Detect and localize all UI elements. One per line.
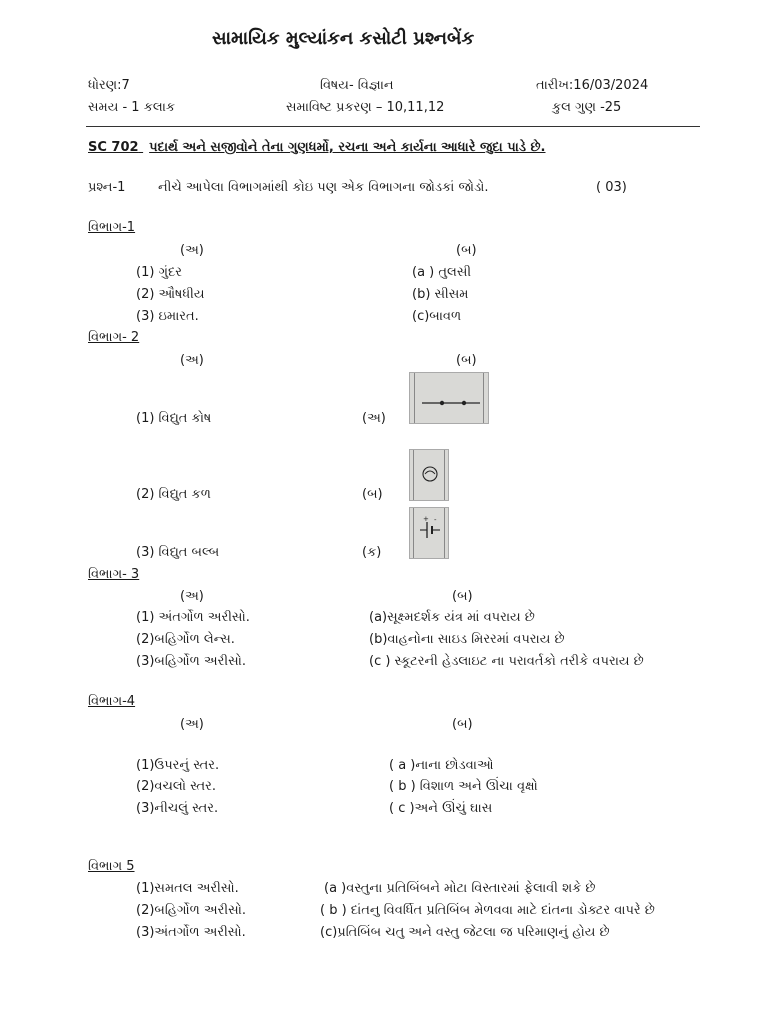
section-2-left-2: (2) વિદ્યુત કળ (136, 487, 211, 502)
column-b-header: (બ) (452, 589, 473, 604)
section-5-heading: વિભાગ 5 (88, 859, 135, 874)
section-3-left-3: (3)બહિર્ગોળ અરીસો. (136, 654, 246, 669)
svg-text:+: + (423, 515, 429, 523)
column-a-header: (અ) (180, 353, 204, 368)
column-b-header: (બ) (452, 717, 473, 732)
column-a-header: (અ) (180, 589, 204, 604)
question-label: પ્રશ્ન-1 (88, 180, 126, 195)
section-1-left-2: (2) ઔષધીય (136, 287, 205, 302)
section-2-tag-2: (બ) (362, 487, 383, 502)
section-4-right-1: ( a )નાના છોડવાઓ (389, 758, 494, 773)
section-5-right-2: ( b ) દાંતનુ વિવર્ધિત પ્રતિબિંબ મેળવવા માટે દાંતના ડોક્ટર વાપરે છે (320, 903, 655, 918)
section-3-left-1: (1) અંતર્ગોળ અરીસો. (136, 610, 250, 625)
section-3-right-3: (c ) સ્કૂટરની હેડલાઇટ ના પરાવર્તકો તરીકે વપરાય છે (369, 654, 644, 669)
question-marks: ( 03) (596, 180, 627, 195)
section-5-right-1: (a )વસ્તુના પ્રતિબિંબને મોટા વિસ્તારમાં ફેલાવી શકે છે (324, 881, 596, 896)
column-b-header: (બ) (456, 353, 477, 368)
section-2-left-1: (1) વિદ્યુત કોષ (136, 411, 212, 426)
section-5-left-1: (1)સમતલ અરીસો. (136, 881, 239, 896)
section-4-heading: વિભાગ-4 (88, 694, 136, 709)
section-2-left-3: (3) વિદ્યુત બલ્બ (136, 545, 220, 560)
time-label: સમય - 1 કલાક (88, 100, 176, 115)
subject-label: વિષય- વિજ્ઞાન (320, 78, 394, 93)
chapters-label: સમાવિષ્ટ પ્રકરણ – 10,11,12 (286, 100, 445, 115)
switch-symbol-icon (409, 372, 489, 424)
section-3-heading: વિભાગ- 3 (88, 567, 140, 582)
section-1-right-3: (c)બાવળ (412, 309, 462, 324)
marks-label: કુલ ગુણ -25 (552, 100, 622, 115)
section-5-left-2: (2)બહિર્ગોળ અરીસો. (136, 903, 246, 918)
section-5-left-3: (3)અંતર્ગોળ અરીસો. (136, 925, 246, 940)
header-divider (86, 126, 700, 127)
page-title: સામાયિક મુલ્યાંકન કસોટી પ્રશ્નબેંક (212, 28, 475, 49)
section-4-right-3: ( c )અને ઊંચું ઘાસ (389, 801, 493, 816)
section-1-right-2: (b) સીસમ (412, 287, 469, 302)
section-4-left-1: (1)ઉપરનું સ્તર. (136, 758, 220, 773)
section-4-right-2: ( b ) વિશાળ અને ઊંચા વૃક્ષો (389, 779, 538, 794)
section-5-right-3: (c)પ્રતિબિંબ ચતુ અને વસ્તુ જેટલા જ પરિમાણનું હોય છે (320, 925, 610, 940)
section-2-tag-3: (ક) (362, 545, 382, 560)
grade-label: ધોરણ:7 (88, 78, 130, 93)
section-4-left-3: (3)નીચલું સ્તર. (136, 801, 219, 816)
section-2-tag-1: (અ) (362, 411, 386, 426)
column-a-header: (અ) (180, 243, 204, 258)
objective-line (88, 140, 546, 155)
objective-code: SC 702 (88, 140, 139, 155)
section-1-right-1: (a ) તુલસી (412, 265, 472, 280)
svg-text:-: - (434, 516, 437, 524)
column-b-header: (બ) (456, 243, 477, 258)
section-2-heading: વિભાગ- 2 (88, 330, 140, 345)
section-1-left-3: (3) ઇમારત. (136, 309, 199, 324)
date-label: તારીખ:16/03/2024 (536, 78, 649, 93)
question-text: નીચે આપેલા વિભાગમાંથી કોઇ પણ એક વિભાગના જોડકાં જોડો. (158, 180, 489, 195)
section-1-left-1: (1) ગુંદર (136, 265, 183, 280)
section-1-heading: વિભાગ-1 (88, 220, 136, 235)
section-3-left-2: (2)બહિર્ગોળ લેન્સ. (136, 632, 235, 647)
column-a-header: (અ) (180, 717, 204, 732)
bulb-symbol-icon (409, 449, 449, 501)
objective-text: પદાર્થ અને સજીવોને તેના ગુણધર્મો, રચના અને કાર્યના આધારે જુદા પાડે છે. (149, 140, 546, 155)
section-3-right-2: (b)વાહનોના સાઇડ મિરરમાં વપરાય છે (369, 632, 565, 647)
cell-symbol-icon (409, 507, 449, 559)
section-3-right-1: (a)સૂક્ષ્મદર્શક યંત્ર માં વપરાય છે (369, 610, 535, 625)
section-4-left-2: (2)વચલો સ્તર. (136, 779, 217, 794)
